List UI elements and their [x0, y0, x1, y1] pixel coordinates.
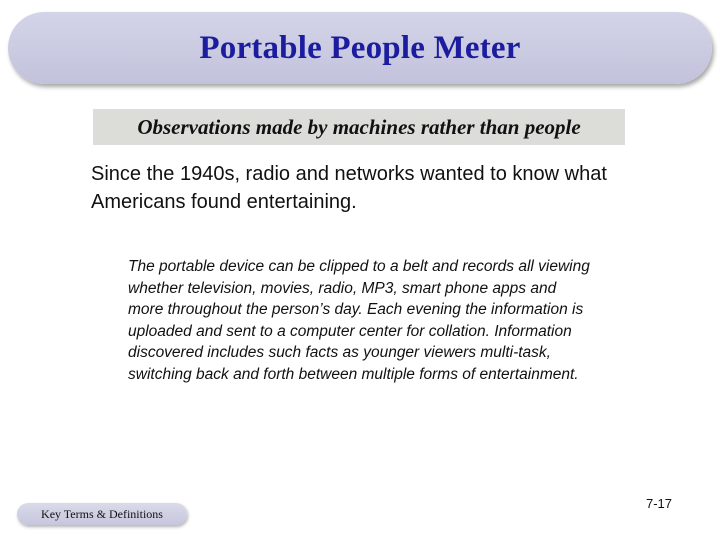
page-number: 7-17	[646, 496, 673, 511]
subtitle-box	[93, 109, 625, 145]
footer-tab	[17, 503, 187, 525]
lead-paragraph: Since the 1940s, radio and networks wanted to know what Americans found entertaining.	[91, 163, 607, 213]
slide-subtitle: Observations made by machines rather than people	[137, 114, 581, 139]
slide-title: Portable People Meter	[199, 29, 521, 66]
footer-label: Key Terms & Definitions	[41, 506, 163, 521]
detail-paragraph: The portable device can be clipped to a belt and records all viewing whether television, movies, radio, MP3, smart phone apps and more throughout the person’s day. Each evening the information is uploaded and sent to a computer center for collation. Information discovered includes such facts as younger viewers multi-task, switching back and forth between multiple forms of entertainment.	[128, 258, 590, 383]
title-bar	[8, 12, 712, 84]
